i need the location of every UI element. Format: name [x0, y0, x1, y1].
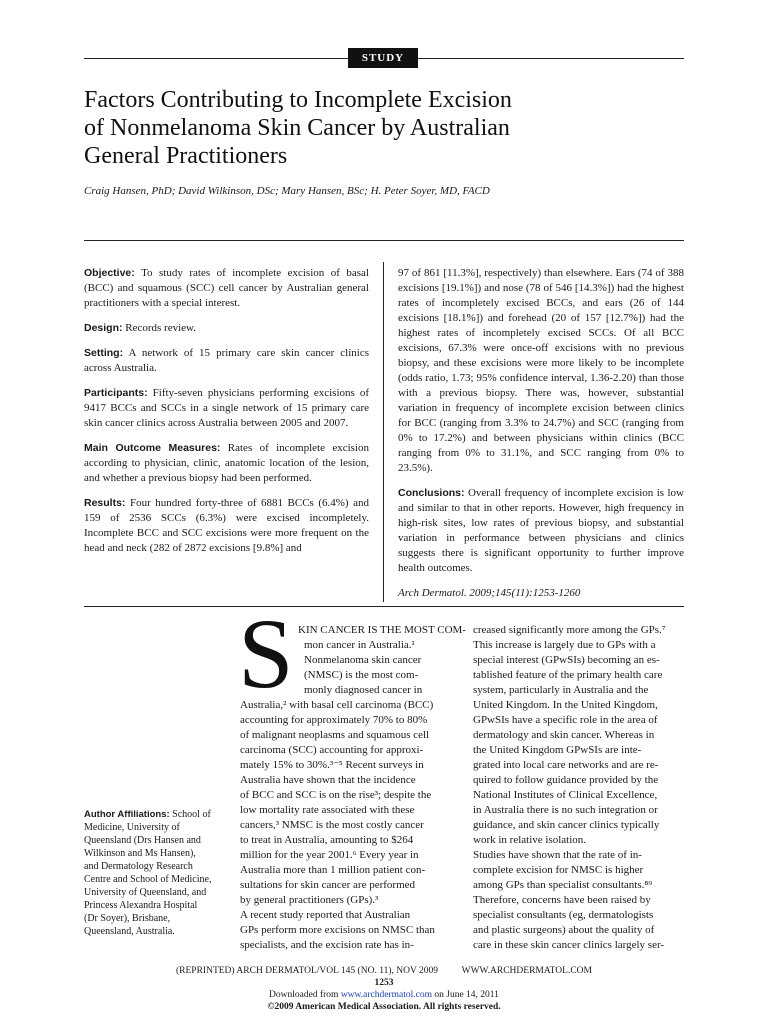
design-text: Records review.	[125, 322, 197, 334]
body-line: United Kingdom. In the United Kingdom,	[473, 699, 658, 711]
participants-label: Participants:	[84, 387, 148, 399]
download-link[interactable]: www.archdermatol.com	[340, 990, 432, 1000]
title-line: Factors Contributing to Incomplete Excision	[84, 87, 512, 113]
outcome-label: Main Outcome Measures:	[84, 442, 221, 454]
affiliation-line: Centre and School of Medicine,	[84, 874, 212, 885]
body-line: Therefore, concerns have been raised by	[473, 894, 651, 906]
body-line: cancers,³ NMSC is the most costly cancer	[240, 819, 424, 831]
abstract-setting	[84, 346, 369, 376]
author-affiliations	[84, 808, 224, 938]
conclusions-text: Overall frequency of incomplete excision is low and similar to that in other reports. However, high frequency in high-risk sites, low rates of previous biopsy, and substantial variation in performance between physicians and clinics suggests there is significant opportunity to further improve health outcomes.	[398, 487, 684, 574]
abstract-top-rule	[84, 240, 684, 241]
body-line: among GPs than specialist consultants.⁸⁹	[473, 879, 653, 891]
body-column-left	[240, 623, 466, 953]
affiliation-line: Wilkinson and Ms Hansen),	[84, 848, 196, 859]
body-line: (NMSC) is the most com-	[304, 669, 419, 681]
results-label: Results:	[84, 497, 126, 509]
body-line: of BCC and SCC is on the rise³; despite the	[240, 789, 432, 801]
body-line: of malignant neoplasms and squamous cell	[240, 729, 430, 741]
body-line: tablished feature of the primary health care	[473, 669, 663, 681]
results-continued: 97 of 861 [11.3%], respectively) than elsewhere. Ears (74 of 388 excisions [19.1%]) and nose (78 of 546 [14.3%]) had the highest rates of incompletely excised BCCs, and ears (26 of 144 excisions [18.1%]) and forehead (20 of 157 [12.7%]) had the highest rates of incompletely excised SCCs. Of all BCC excisions, 67.3% were once-off excisions with no previous biopsy, and these excisions were more likely to be incomplete (odds ratio, 1.73; 95% confidence interval, 1.36-2.20) than those with a previous biopsy. There was, however, substantial variation in frequency of incomplete excision between clinics for BCC (ranging from 3.3% to 24.7%) and SCC (ranging from 0% to 17.2%) and between physicians within clinics (BCC ranging from 0% to 31.1%, and SCC ranging from 0% to 23.5%).	[398, 267, 684, 474]
body-line: KIN CANCER IS THE MOST COM-	[298, 624, 466, 636]
affiliation-line: School of	[172, 809, 211, 820]
body-line: special interest (GPwSIs) becoming an es-	[473, 654, 660, 666]
body-line: million for the year 2001.⁶ Every year in	[240, 849, 419, 861]
body-line: and plastic surgeons) about the quality of	[473, 924, 655, 936]
body-line: A recent study reported that Australian	[240, 909, 411, 921]
title-line: of Nonmelanoma Skin Cancer by Australian	[84, 115, 510, 141]
abstract-results	[84, 496, 369, 556]
abstract-design	[84, 321, 369, 336]
body-line: system, particularly in Australia and the	[473, 684, 649, 696]
body-line: Australia have shown that the incidence	[240, 774, 416, 786]
body-line: Australia,² with basal cell carcinoma (BCC)	[240, 699, 434, 711]
abstract-left-column	[84, 266, 369, 556]
outcome-text: Rates of incomplete excision according to physician, clinic, anatomic location of the lesion, and whether a previous biopsy had been performed.	[84, 442, 369, 484]
body-line: guidance, and skin cancer clinics typically	[473, 819, 660, 831]
objective-text: To study rates of incomplete excision of basal (BCC) and squamous (SCC) cell cancer by Australian general practitioners with a special interest.	[84, 267, 369, 309]
affiliation-first-line	[84, 808, 224, 821]
affiliation-line: and Dermatology Research	[84, 861, 193, 872]
body-line: the United Kingdom GPwSIs are inte-	[473, 744, 642, 756]
page-number: 1253	[374, 978, 394, 988]
body-line: care in these skin cancer clinics largely ser-	[473, 939, 665, 951]
page-footer	[0, 965, 768, 1013]
body-line: low mortality rate associated with these	[240, 804, 415, 816]
title-line: General Practitioners	[84, 143, 288, 169]
journal-citation: Arch Dermatol. 2009;145(11):1253-1260	[398, 587, 581, 599]
body-line: National Institutes of Clinical Excellence,	[473, 789, 658, 801]
affiliation-line: Medicine, University of	[84, 822, 180, 833]
abstract-objective	[84, 266, 369, 311]
download-suffix: on June 14, 2011	[434, 990, 499, 1000]
section-badge: STUDY	[348, 48, 418, 68]
body-line: specialist consultants (eg, dermatologists	[473, 909, 654, 921]
body-line: accounting for approximately 70% to 80%	[240, 714, 428, 726]
journal-footer-line: (REPRINTED) ARCH DERMATOL/VOL 145 (NO. 11), NOV 2009 WWW.ARCHDERMATOL.COM	[176, 966, 592, 976]
affiliation-line: Queensland (Drs Hansen and	[84, 835, 201, 846]
drop-cap: S	[238, 598, 294, 709]
body-line: Studies have shown that the rate of in-	[473, 849, 642, 861]
affiliation-line: Princess Alexandra Hospital	[84, 900, 198, 911]
objective-label: Objective:	[84, 267, 135, 279]
body-line: specialists, and the excision rate has in-	[240, 939, 414, 951]
abstract-column-divider	[383, 262, 384, 602]
body-line: complete excision for NMSC is higher	[473, 864, 644, 876]
author-list: Craig Hansen, PhD; David Wilkinson, DSc; Mary Hansen, BSc; H. Peter Soyer, MD, FACD	[84, 185, 490, 197]
body-line: quired to follow guidance provided by the	[473, 774, 659, 786]
body-line: Australia more than 1 million patient con-	[240, 864, 426, 876]
body-line: Nonmelanoma skin cancer	[304, 654, 422, 666]
download-notice	[0, 989, 768, 1001]
download-prefix: Downloaded from	[269, 990, 339, 1000]
setting-label: Setting:	[84, 347, 124, 359]
body-line: mon cancer in Australia.¹	[304, 639, 415, 651]
abstract-right-column	[398, 266, 684, 601]
participants-text: Fifty-seven physicians performing excisions of 9417 BCCs and SCCs in a single network of 15 primary care skin cancer clinics across Australia between 2005 and 2007.	[84, 387, 369, 429]
design-label: Design:	[84, 322, 123, 334]
body-line: work in relative isolation.	[473, 834, 587, 846]
body-column-right	[473, 623, 685, 953]
body-line: GPs perform more excisions on NMSC than	[240, 924, 435, 936]
affiliations-label: Author Affiliations:	[84, 809, 170, 820]
setting-text: A network of 15 primary care skin cancer clinics across Australia.	[84, 347, 369, 374]
affiliation-line: (Dr Soyer), Brisbane,	[84, 913, 171, 924]
body-line: carcinoma (SCC) accounting for approxi-	[240, 744, 424, 756]
body-line: GPwSIs have a specific role in the area of	[473, 714, 658, 726]
abstract-conclusions	[398, 486, 684, 576]
body-line: by general practitioners (GPs).³	[240, 894, 379, 906]
results-text: Four hundred forty-three of 6881 BCCs (6.4%) and 159 of 2536 SCCs (6.3%) were excised incompletely. Incomplete BCC and SCC excisions were more frequent on the head and neck (282 of 2872 excisions [9.8%] and	[84, 497, 369, 554]
body-line: dermatology and skin cancer. Whereas in	[473, 729, 655, 741]
copyright-notice: ©2009 American Medical Association. All rights reserved.	[267, 1002, 501, 1012]
body-line: This increase is largely due to GPs with a	[473, 639, 656, 651]
body-line: mately 15% to 30%.³⁻⁵ Recent surveys in	[240, 759, 424, 771]
conclusions-label: Conclusions:	[398, 487, 465, 499]
body-line: to treat in Australia, amounting to $264	[240, 834, 414, 846]
abstract-bottom-rule	[84, 606, 684, 607]
body-line: monly diagnosed cancer in	[304, 684, 423, 696]
abstract-outcome	[84, 441, 369, 486]
affiliation-line: Queensland, Australia.	[84, 926, 175, 937]
article-title	[84, 86, 684, 170]
abstract-participants	[84, 386, 369, 431]
body-line: sultations for skin cancer are performed	[240, 879, 416, 891]
body-line: in Australia there is no such integration or	[473, 804, 658, 816]
body-line: creased significantly more among the GPs.⁷	[473, 624, 666, 636]
body-line: grated into local care networks and are re-	[473, 759, 659, 771]
affiliation-line: University of Queensland, and	[84, 887, 207, 898]
